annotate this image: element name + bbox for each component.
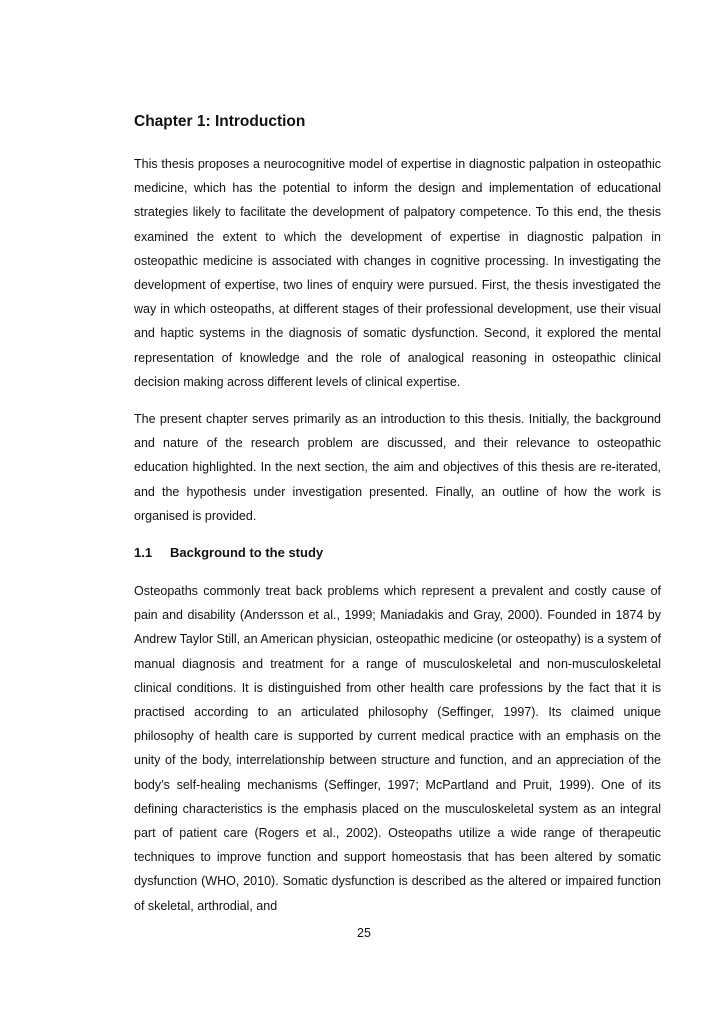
section-title: Background to the study (170, 545, 324, 561)
section-paragraph-1: Osteopaths commonly treat back problems which represent a prevalent and costly cause of pain and disability (Andersson et al., 1999; Maniadakis and Gray, 2000). Founded in 1874 by Andrew Taylor Still, an American physician, osteopathic medicine (or osteopathy) is a system of manual diagnosis and treatment for a range of musculoskeletal and non-musculoskeletal clinical conditions. It is distinguished from other health care professions by the fact that it is practised according to an articulated philosophy (Seffinger, 1997). Its claimed unique philosophy of health care is supported by current medical practice with an emphasis on the unity of the body, interrelationship between structure and function, and an appreciation of the body’s self-healing mechanisms (Seffinger, 1997; McPartland and Pruit, 1999). One of its defining characteristics is the emphasis placed on the musculoskeletal system as an integral part of patient care (Rogers et al., 2002). Osteopaths utilize a wide range of therapeutic techniques to improve function and support homeostasis that has been altered by somatic dysfunction (WHO, 2010). Somatic dysfunction is described as the altered or impaired function of skeletal, arthrodial, and (134, 584, 661, 913)
page-content (134, 110, 661, 931)
chapter-title: Chapter 1: Introduction (134, 113, 306, 130)
intro-paragraph-2: The present chapter serves primarily as an introduction to this thesis. Initially, the background and nature of the research problem are discussed, and their relevance to osteopathic education highlighted. In the next section, the aim and objectives of this thesis are re-iterated, and the hypothesis under investigation presented. Finally, an outline of how the work is organised is provided. (134, 412, 661, 523)
page-number: 25 (357, 926, 371, 940)
intro-paragraph-1: This thesis proposes a neurocognitive model of expertise in diagnostic palpation in osteopathic medicine, which has the potential to inform the design and implementation of educational strategies likely to facilitate the development of palpatory competence. To this end, the thesis examined the extent to which the development of expertise in diagnostic palpation in osteopathic medicine is associated with changes in cognitive processing. In investigating the development of expertise, two lines of enquiry were pursued. First, the thesis investigated the way in which osteopaths, at different stages of their professional development, use their visual and haptic systems in the diagnosis of somatic dysfunction. Second, it explored the mental representation of knowledge and the role of analogical reasoning in osteopathic clinical decision making across different levels of clinical expertise. (134, 157, 661, 389)
section-number: 1.1 (134, 545, 153, 561)
section-heading (134, 541, 661, 565)
